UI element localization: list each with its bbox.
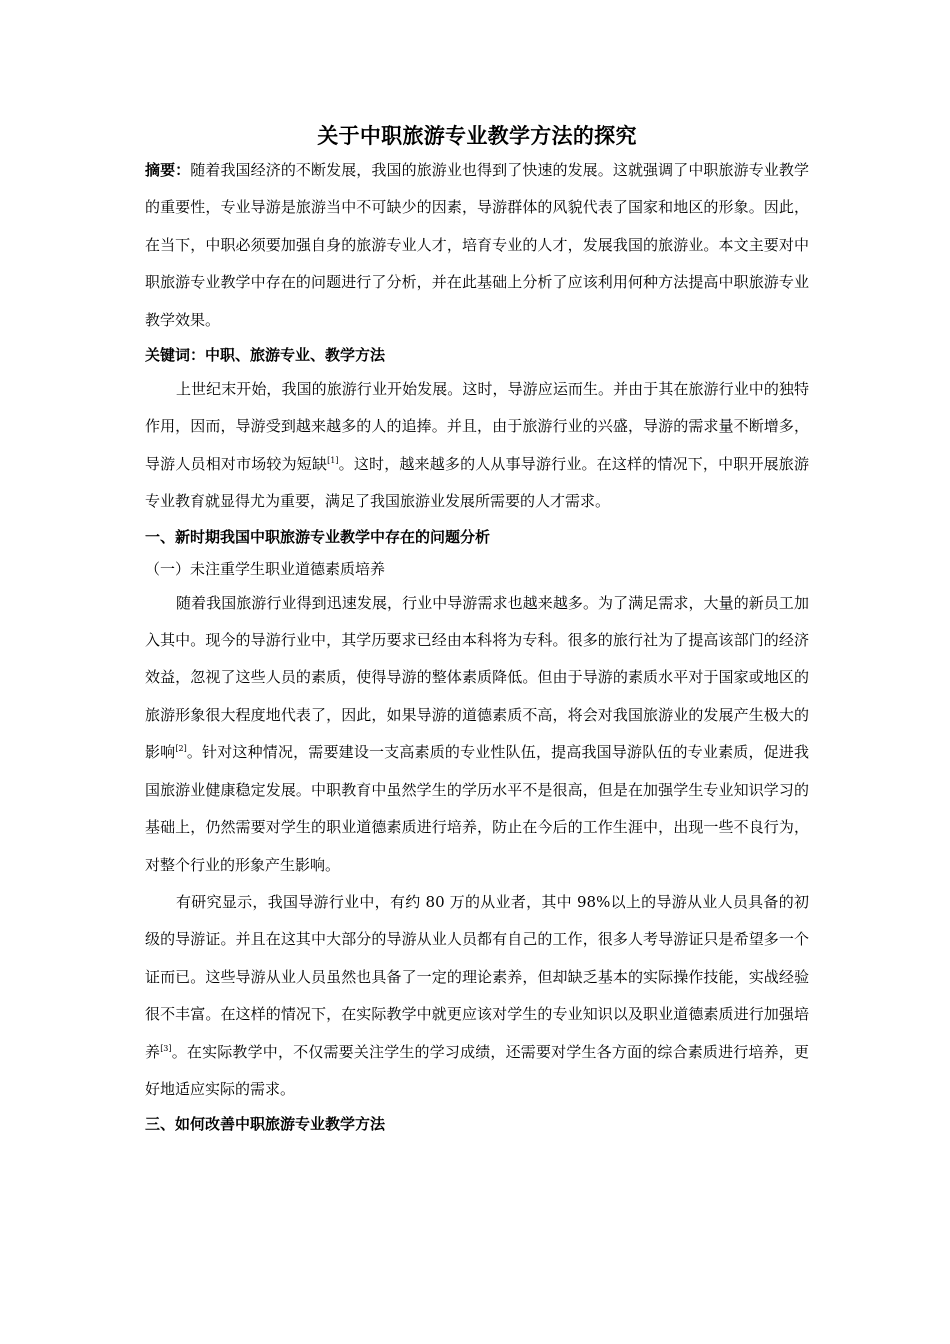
abstract-label: 摘要：	[145, 161, 191, 179]
abstract-paragraph	[145, 152, 809, 339]
document-body	[145, 120, 809, 1140]
body-paragraph-2-text-1: 有研究显示，我国导游行业中，有约 80 万的从业者，其中 98%以上的导游从业人员具备的初级的导游证。并且在这其中大部分的导游从业人员都有自己的工作，很多人考导游证只是希望多一个证而已。这些导游从业人员虽然也具备了一定的理论素养，但却缺乏基本的实际操作技能，实战经验很不丰富。在这样的情况下，在实际教学中就更应该对学生的专业知识以及职业道德素质进行加强培养	[145, 892, 809, 1061]
body-paragraph-1	[145, 585, 809, 884]
document-title: 关于中职旅游专业教学方法的探究	[317, 123, 637, 148]
keywords-line: 关键词：中职、旅游专业、教学方法	[145, 346, 386, 365]
section-3-heading: 三、如何改善中职旅游专业教学方法	[145, 1115, 386, 1134]
abstract-text: 随着我国经济的不断发展，我国的旅游业也得到了快速的发展。这就强调了中职旅游专业教学的重要性，专业导游是旅游当中不可缺少的因素，导游群体的风貌代表了国家和地区的形象。因此，在当下，中职必须要加强自身的旅游专业人才，培育专业的人才，发展我国的旅游业。本文主要对中职旅游专业教学中存在的问题进行了分析，并在此基础上分析了应该利用何种方法提高中职旅游专业教学效果。	[145, 161, 809, 329]
subsection-1-heading: （一）未注重学生职业道德素质培养	[145, 559, 386, 578]
body-paragraph-2	[145, 884, 809, 1108]
intro-text-2: 。这时，越来越多的人从事导游行业。在这样的情况下，中职开展旅游专业教育就显得尤为重要，满足了我国旅游业发展所需要的人才需求。	[145, 454, 809, 511]
intro-paragraph	[145, 371, 809, 521]
citation-1: [1]	[327, 455, 339, 465]
body-paragraph-2-text-2: 。在实际教学中，不仅需要关注学生的学习成绩，还需要对学生各方面的综合素质进行培养，更好地适应实际的需求。	[145, 1042, 809, 1098]
body-paragraph-1-text-1: 随着我国旅游行业得到迅速发展，行业中导游需求也越来越多。为了满足需求，大量的新员工加入其中。现今的导游行业中，其学历要求已经由本科将为专科。很多的旅行社为了提高该部门的经济效益，忽视了这些人员的素质，使得导游的整体素质降低。但由于导游的素质水平对于国家或地区的旅游形象很大程度地代表了，因此，如果导游的道德素质不高，将会对我国旅游业的发展产生极大的影响	[145, 593, 809, 762]
body-paragraph-1-text-2: 。针对这种情况，需要建设一支高素质的专业性队伍，提高我国导游队伍的专业素质，促进我国旅游业健康稳定发展。中职教育中虽然学生的学历水平不是很高，但是在加强学生专业知识学习的基础上，仍然需要对学生的职业道德素质进行培养，防止在今后的工作生涯中，出现一些不良行为，对整个行业的形象产生影响。	[145, 743, 809, 874]
intro-text-1: 上世纪末开始，我国的旅游行业开始发展。这时，导游应运而生。并由于其在旅游行业中的独特作用，因而，导游受到越来越多的人的追捧。并且，由于旅游行业的兴盛，导游的需求量不断增多，导游人员相对市场较为短缺	[145, 380, 809, 473]
section-1-heading: 一、新时期我国中职旅游专业教学中存在的问题分析	[145, 527, 491, 546]
citation-3: [3]	[160, 1043, 172, 1053]
citation-2: [2]	[175, 744, 187, 754]
